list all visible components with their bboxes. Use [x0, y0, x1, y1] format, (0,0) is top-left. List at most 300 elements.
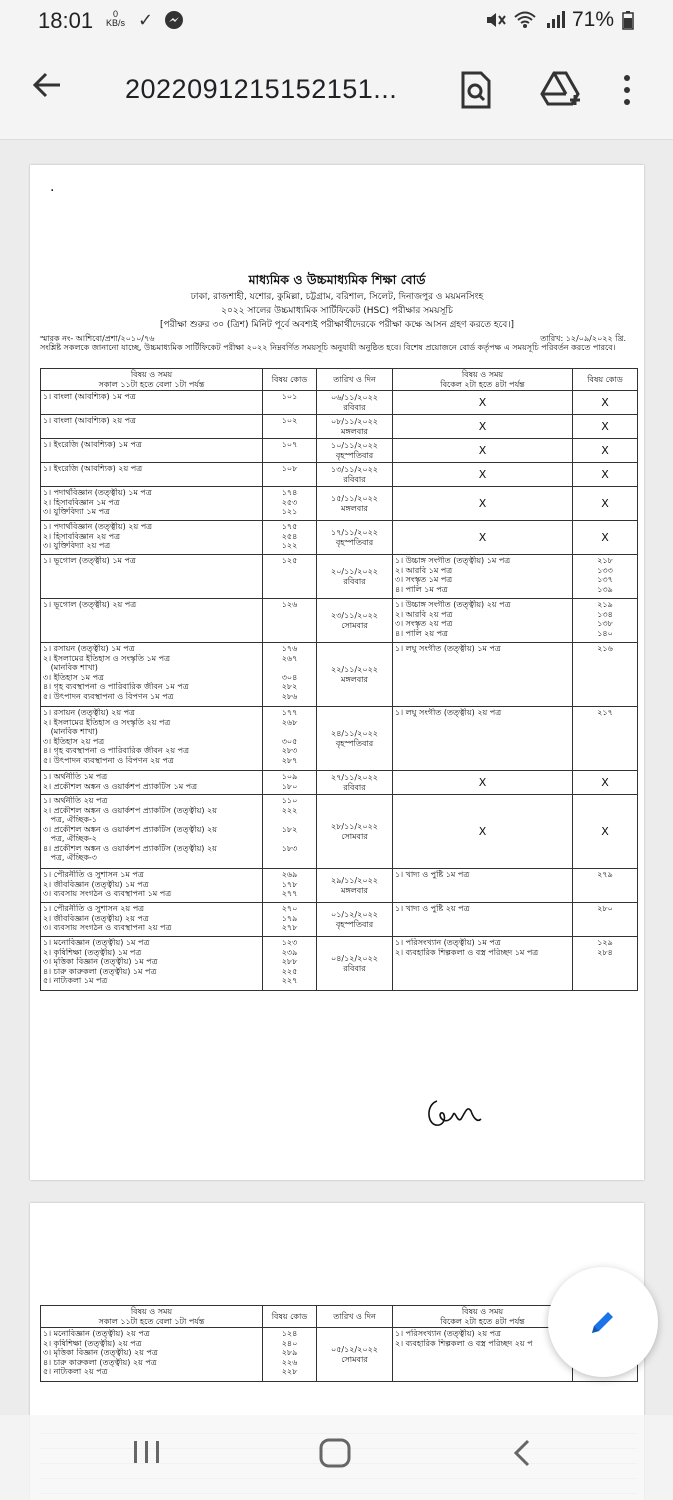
subject-line: ৪। প্রকৌশল অঙ্কন ও ওয়ার্কশপ প্র্যাকটিস (তত্ত্বীয়) ২য় [43, 843, 217, 853]
subject-line: ৪। পালি ২য় পত্র [395, 628, 448, 638]
exam-date: ২৩/১১/২০২২ [331, 611, 378, 620]
morning-subjects [41, 771, 263, 795]
subject-code: ২৭৮ [281, 923, 298, 932]
no-afternoon-exam-mark: X [393, 771, 573, 795]
no-afternoon-code-mark: X [573, 771, 638, 795]
subject-line: ১। বাংলা (আবশ্যিক) ১ম পত্র [43, 392, 136, 401]
subject-line: ৪। পালি ১ম পত্র [395, 584, 448, 594]
exam-date: ১০/১১/২০২২ [331, 441, 378, 450]
afternoon-subjects [393, 599, 573, 643]
header-date-day: তারিখ ও দিন [317, 1306, 393, 1328]
no-afternoon-code-mark: X [573, 415, 638, 439]
subject-line: ১। অর্থনীতি ২য় পত্র [43, 796, 108, 805]
morning-subjects [41, 707, 263, 771]
morning-subjects [41, 869, 263, 903]
recent-apps-icon[interactable] [130, 1437, 164, 1475]
exam-day: সোমবার [341, 1354, 368, 1364]
subject-code: ১৪০ [597, 628, 613, 638]
subject-line: ৩। প্রকৌশল অঙ্কন ও ওয়ার্কশপ প্র্যাকটিস (তত্ত্বীয়) ২য় [43, 824, 217, 834]
exam-date: ১৩/১১/২০২২ [331, 465, 378, 474]
no-afternoon-exam-mark: X [393, 463, 573, 487]
afternoon-subjects [393, 555, 573, 599]
morning-codes [263, 795, 317, 869]
morning-subjects [41, 521, 263, 555]
exam-date: ০৫/১২/২০২২ [331, 1345, 378, 1354]
table-row [41, 937, 638, 991]
subject-code [265, 727, 314, 737]
subject-line: ১। রসায়ন (তত্ত্বীয়) ২য় পত্র [43, 708, 135, 717]
subject-line: ১। ভূগোল (তত্ত্বীয়) ২য় পত্র [43, 600, 137, 609]
more-vert-icon[interactable] [620, 70, 660, 110]
subject-code: ১৭৮ [281, 879, 298, 889]
subject-code: ২৮৯ [281, 1348, 298, 1357]
afternoon-codes [573, 869, 638, 903]
subject-code: ২২৫ [281, 966, 298, 976]
subject-line: ৫। উৎপাদন ব্যবস্থাপনা ও বিপণন ২য় পত্র [43, 755, 174, 765]
subject-code: ১৮২ [281, 824, 298, 834]
no-afternoon-exam-mark: X [393, 521, 573, 555]
subject-code: ২৫৪ [281, 531, 298, 541]
exam-date-cell [317, 1328, 393, 1382]
table-row [41, 463, 638, 487]
subject-line: ৩। যুক্তিবিদ্যা ২য় পত্র [43, 541, 111, 550]
afternoon-codes [573, 937, 638, 991]
subject-code: ১২২ [281, 541, 298, 550]
no-afternoon-exam-mark: X [393, 439, 573, 463]
subject-line: ১। পদার্থবিজ্ঞান (তত্ত্বীয়) ২য় পত্র [43, 522, 153, 531]
exam-date: ২০/১১/২০২২ [331, 567, 378, 576]
subject-code: ২২৭ [281, 976, 298, 985]
exam-date-cell [317, 643, 393, 707]
subject-code: ১৮৩ [281, 843, 298, 853]
subject-code: ১২৪ [281, 1329, 298, 1338]
net-speed-unit: KB/s [106, 18, 126, 28]
morning-codes [263, 771, 317, 795]
subject-code: ২১৮ [597, 556, 613, 565]
table-row [41, 439, 638, 463]
exam-date-cell [317, 795, 393, 869]
morning-subjects [41, 795, 263, 869]
afternoon-codes [573, 555, 638, 599]
subject-code: ২৬৯ [281, 870, 298, 879]
morning-codes [263, 903, 317, 937]
back-arrow-icon[interactable] [30, 68, 70, 112]
status-time: 18:01 [38, 8, 94, 33]
morning-codes [263, 869, 317, 903]
header-morning-session: বিষয় ও সময় সকাল ১১টা হতে বেলা ১টা পর্যন্ত [41, 369, 263, 391]
no-afternoon-exam-mark: X [393, 415, 573, 439]
table-row [41, 415, 638, 439]
exam-date: ২৯/১১/২০২২ [331, 876, 378, 885]
subject-line: ১। অর্থনীতি ১ম পত্র [43, 772, 108, 781]
subject-code: ২৩৯ [281, 947, 298, 957]
subject-code: ১২৯ [597, 938, 613, 947]
subject-code: ২৫৩ [281, 497, 298, 507]
subject-line: ২। কৃষিশিক্ষা (তত্ত্বীয়) ২য় পত্র [43, 1338, 142, 1348]
net-speed [106, 10, 125, 28]
subject-line: ২। জীববিজ্ঞান (তত্ত্বীয়) ১ম পত্র [43, 879, 149, 889]
subject-line: ১। উচ্চাঙ্গ সংগীত (তত্ত্বীয়) ২য় পত্র [395, 600, 511, 609]
subject-line: ৩। সংস্কৃত ২য় পত্র [395, 619, 453, 628]
subject-code: ১০২ [281, 416, 298, 425]
exam-date-cell [317, 521, 393, 555]
exam-day: সোমবার [341, 620, 368, 630]
subject-line: (মানবিক শাখা) [43, 727, 98, 736]
exam-date: ২৭/১১/২০২২ [331, 773, 378, 782]
subject-code: ১৩৪ [597, 609, 613, 619]
exam-day: মঙ্গলবার [341, 885, 368, 895]
header-subject-code-2: বিষয় কোড [573, 369, 638, 391]
afternoon-subjects [393, 707, 573, 771]
morning-codes [263, 599, 317, 643]
subject-line: ২। হিসাববিজ্ঞান ২য় পত্র [43, 531, 120, 541]
subject-code: ৩০৪ [281, 672, 298, 682]
intro-text: সংশ্লিষ্ট সকলকে জানানো যাচ্ছে, উচ্চমাধ্যমিক সার্টিফিকেট পরীক্ষা ২০২২ নিম্নবর্ণিত সময়সূচি অনুযায়ী অনুষ্ঠিত হবে। বিশেষ প্রয়োজনে বোর্ড কর্তৃপক্ষ এ সময়সূচি পরিবর্তন করতে পারবে। [40, 343, 616, 352]
exam-day: বৃহস্পতিবার [335, 919, 374, 929]
subject-code [265, 853, 314, 863]
subject-line: ৩। সংস্কৃত ১ম পত্র [395, 575, 453, 584]
subject-line: ১। খাদ্য ও পুষ্টি ১ম পত্র [395, 870, 470, 879]
subject-code: ১০৯ [281, 772, 298, 781]
no-afternoon-code-mark: X [573, 439, 638, 463]
morning-codes [263, 1328, 317, 1382]
nav-back-icon[interactable] [510, 1437, 534, 1477]
exam-date-cell [317, 869, 393, 903]
messenger-icon [164, 10, 184, 35]
subject-code: ১০১ [281, 392, 298, 401]
subject-code: ১৭৯ [281, 913, 298, 923]
subject-line: ১। রসায়ন (তত্ত্বীয়) ১ম পত্র [43, 644, 135, 653]
subject-code: ২৭৯ [597, 870, 613, 879]
morning-codes [263, 439, 317, 463]
subject-code: ১৭৪ [281, 488, 298, 497]
edit-fab-button[interactable] [548, 1267, 658, 1377]
system-nav-bar [0, 1415, 673, 1500]
subject-code: ১৩৮ [597, 619, 613, 628]
subject-code: ২৮৩ [281, 746, 298, 755]
subject-line: ৩। মৃত্তিকা বিজ্ঞান (তত্ত্বীয়) ১ম পত্র [43, 957, 158, 966]
no-afternoon-code-mark: X [573, 487, 638, 521]
exam-day: রবিবার [343, 963, 366, 973]
table-row [41, 487, 638, 521]
subject-code: ২২৬ [281, 1357, 298, 1367]
subject-code: ২৮৮ [281, 957, 298, 966]
subject-line: ১। বাংলা (আবশ্যিক) ২য় পত্র [43, 416, 136, 425]
exam-day: বৃহস্পতিবার [335, 450, 374, 460]
subject-line: ১। উচ্চাঙ্গ সংগীত (তত্ত্বীয়) ১ম পত্র [395, 556, 511, 565]
subject-code: ১৭৬ [281, 644, 298, 653]
header-afternoon-session: বিষয় ও সময় বিকেল ২টা হতে ৪টা পর্যন্ত [393, 1306, 573, 1328]
exam-title: ২০২২ সালের উচ্চমাধ্যমিক সার্টিফিকেট (HSC) পরীক্ষার সময়সূচি [221, 306, 453, 316]
exam-day: রবিবার [343, 402, 366, 412]
morning-subjects [41, 487, 263, 521]
document-page-1 [30, 165, 644, 1180]
afternoon-codes [573, 903, 638, 937]
morning-subjects [41, 903, 263, 937]
no-afternoon-exam-mark: X [393, 795, 573, 869]
subject-code: ২২৮ [281, 1367, 298, 1376]
exam-date-cell [317, 771, 393, 795]
afternoon-codes [573, 707, 638, 771]
subject-line: ২। জীববিজ্ঞান (তত্ত্বীয়) ২য় পত্র [43, 913, 149, 923]
morning-codes [263, 463, 317, 487]
exam-day: সোমবার [341, 831, 368, 841]
exam-schedule-table [40, 368, 638, 991]
table-row [41, 555, 638, 599]
subject-code: ২৮০ [597, 904, 613, 913]
subject-code [265, 834, 314, 844]
subject-line: ২। প্রকৌশল অঙ্কন ও ওয়ার্কশপ প্র্যাকটিস ১ম পত্র [43, 781, 197, 791]
exam-date-cell [317, 555, 393, 599]
subject-line: ১। মনোবিজ্ঞান (তত্ত্বীয়) ২য় পত্র [43, 1329, 150, 1338]
subject-code: ১২৬ [281, 600, 298, 609]
table-row [41, 521, 638, 555]
subject-code: ১০৮ [281, 464, 298, 473]
no-afternoon-code-mark: X [573, 521, 638, 555]
add-to-drive-icon[interactable] [540, 70, 580, 110]
wifi-icon [513, 10, 537, 35]
morning-subjects [41, 937, 263, 991]
subject-code: ২৮২ [281, 682, 298, 691]
table-row [41, 795, 638, 869]
subject-line: ২। আরবি ২য় পত্র [395, 609, 453, 619]
home-icon[interactable] [318, 1437, 352, 1477]
exam-day: মঙ্গলবার [341, 503, 368, 513]
no-afternoon-exam-mark: X [393, 487, 573, 521]
search-document-icon[interactable] [457, 70, 497, 110]
exam-day: রবিবার [343, 782, 366, 792]
subject-line: ৩। ব্যবসায় সংগঠন ও ব্যবস্থাপনা ২য় পত্র [43, 923, 172, 932]
subject-line: ৩। যুক্তিবিদ্যা ১ম পত্র [43, 507, 110, 516]
afternoon-subjects [393, 643, 573, 707]
subject-code: ২৭৭ [281, 889, 298, 898]
subject-line: ১। ভূগোল (তত্ত্বীয়) ১ম পত্র [43, 556, 136, 565]
subject-code: ১২৩ [281, 938, 298, 947]
signature [423, 1093, 483, 1133]
exam-date-cell [317, 707, 393, 771]
subject-code: ২৮৬ [281, 691, 298, 701]
subject-code: ২৪০ [281, 1338, 298, 1348]
exam-day: মঙ্গলবার [341, 426, 368, 436]
exam-date: ১৫/১১/২০২২ [331, 494, 378, 503]
exam-date: ০৮/১১/২০২২ [331, 417, 378, 426]
subject-code [265, 663, 314, 673]
check-icon: ✓ [138, 10, 154, 31]
subject-line: ৫। নাট্যকলা ১ম পত্র [43, 976, 108, 985]
board-title: মাধ্যমিক ও উচ্চমাধ্যমিক শিক্ষা বোর্ড [248, 272, 426, 287]
subject-line: ৪। চারু কারুকলা (তত্ত্বীয়) ২য় পত্র [43, 1357, 157, 1367]
subject-line: ১। লঘু সংগীত (তত্ত্বীয়) ১ম পত্র [395, 644, 501, 653]
header-subject-code: বিষয় কোড [263, 1306, 317, 1328]
exam-day: বৃহস্পতিবার [335, 738, 374, 748]
no-afternoon-exam-mark: X [393, 391, 573, 415]
exam-date-cell [317, 439, 393, 463]
signal-icon [545, 10, 567, 35]
exam-date: ২৮/১১/২০২২ [331, 822, 378, 831]
subject-code: ২৬৮ [281, 717, 298, 727]
morning-subjects [41, 415, 263, 439]
table-row [41, 707, 638, 771]
subject-line: ৫। নাট্যকলা ২য় পত্র [43, 1367, 108, 1376]
exam-date: ০১/১২/২০২২ [331, 910, 378, 919]
morning-codes [263, 937, 317, 991]
exam-date-cell [317, 463, 393, 487]
no-afternoon-code-mark: X [573, 391, 638, 415]
morning-subjects [41, 439, 263, 463]
subject-line: ৩। মৃত্তিকা বিজ্ঞান (তত্ত্বীয়) ২য় পত্র [43, 1348, 158, 1357]
subject-line: ৪। গৃহ ব্যবস্থাপনা ও পারিবারিক জীবন ১ম পত্র [43, 682, 189, 691]
exam-date-cell [317, 599, 393, 643]
subject-code: ১৭৫ [281, 522, 298, 531]
table-row [41, 771, 638, 795]
subject-line: ৫। উৎপাদন ব্যবস্থাপনা ও বিপণন ১ম পত্র [43, 691, 174, 701]
subject-line: ৪। চারু কারুকলা (তত্ত্বীয়) ১ম পত্র [43, 966, 157, 976]
exam-date: ১৭/১১/২০২২ [331, 528, 378, 537]
subject-code: ২১৭ [597, 708, 613, 717]
subject-line: ১। পদার্থবিজ্ঞান (তত্ত্বীয়) ১ম পত্র [43, 488, 152, 497]
table-row [41, 903, 638, 937]
subject-code: ১৭৭ [281, 708, 298, 717]
table-row [41, 869, 638, 903]
subject-code: ২২২ [281, 805, 298, 815]
exam-date: ০৪/১২/২০২২ [331, 954, 378, 963]
subject-line: ১। লঘু সংগীত (তত্ত্বীয়) ২য় পত্র [395, 708, 502, 717]
subject-line: পত্র, ঐচ্ছিক-২ [43, 834, 97, 843]
table-row [41, 1328, 638, 1382]
file-title: 2022091215152151... [125, 74, 398, 104]
subject-code: ১২১ [281, 507, 298, 516]
no-afternoon-code-mark: X [573, 795, 638, 869]
subject-code: ১২৫ [281, 556, 298, 565]
table-row [41, 643, 638, 707]
subject-code: ২৬৭ [281, 653, 298, 663]
header-afternoon-session: বিষয় ও সময় বিকেল ২টা হতে ৪টা পর্যন্ত [393, 369, 573, 391]
net-speed-value: 0 [113, 9, 119, 19]
exam-date: ২৪/১১/২০২২ [331, 729, 378, 738]
morning-codes [263, 521, 317, 555]
afternoon-codes [573, 599, 638, 643]
morning-subjects [41, 391, 263, 415]
subject-line: ২। কৃষিশিক্ষা (তত্ত্বীয়) ১ম পত্র [43, 947, 142, 957]
subject-line: ১। পৌরনীতি ও সুশাসন ২য় পত্র [43, 904, 144, 913]
morning-subjects [41, 463, 263, 487]
no-afternoon-code-mark: X [573, 463, 638, 487]
subject-line: ১। পরিসংখ্যান (তত্ত্বীয়) ২য় পত্র [395, 1329, 501, 1338]
subject-line: ২। ব্যবহারিক শিল্পকলা ও বস্ত্র পরিচ্ছদ ১ম পত্র [395, 947, 539, 957]
exam-date: ২২/১১/২০২২ [331, 665, 378, 674]
subject-line: (মানবিক শাখা) [43, 663, 98, 672]
status-bar [0, 0, 673, 40]
app-bar [0, 40, 673, 140]
header-morning-session: বিষয় ও সময় সকাল ১১টা হতে বেলা ১টা পর্যন্ত [41, 1306, 263, 1328]
subject-code: ১৩৭ [597, 575, 613, 584]
morning-codes [263, 555, 317, 599]
subject-line: ৩। ইতিহাস ১ম পত্র [43, 672, 104, 682]
subject-code: ২১৬ [597, 644, 613, 653]
subject-line: পত্র, ঐচ্ছিক-১ [43, 815, 97, 824]
subject-line: ১। পৌরনীতি ও সুশাসন ১ম পত্র [43, 870, 144, 879]
subject-line: ১। মনোবিজ্ঞান (তত্ত্বীয়) ১ম পত্র [43, 938, 150, 947]
morning-codes [263, 487, 317, 521]
subject-code: ৩০৫ [281, 736, 298, 746]
afternoon-subjects [393, 903, 573, 937]
exam-date-cell [317, 903, 393, 937]
exam-date-cell [317, 415, 393, 439]
subject-line: ২। ব্যবহারিক শিল্পকলা ও বস্ত্র পরিচ্ছদ ২য় প [395, 1338, 533, 1348]
subject-line: পত্র, ঐচ্ছিক-৩ [43, 853, 97, 862]
mute-icon [485, 10, 507, 35]
subject-line: ৩। ব্যবসায় সংগঠন ও ব্যবস্থাপনা ১ম পত্র [43, 889, 172, 898]
subject-code: ১০৭ [281, 440, 298, 449]
exam-date-cell [317, 937, 393, 991]
afternoon-subjects [393, 937, 573, 991]
morning-subjects [41, 643, 263, 707]
subject-line: ২। ইসলামের ইতিহাস ও সংস্কৃতি ২য় পত্র [43, 717, 171, 727]
subject-line: ৪। গৃহ ব্যবস্থাপনা ও পারিবারিক জীবন ২য় পত্র [43, 746, 189, 755]
morning-subjects [41, 599, 263, 643]
exam-day: মঙ্গলবার [341, 674, 368, 684]
exam-day: রবিবার [343, 474, 366, 484]
subject-line: ২। প্রকৌশল অঙ্কন ও ওয়ার্কশপ প্র্যাকটিস (তত্ত্বীয়) ২য় [43, 805, 217, 815]
morning-codes [263, 415, 317, 439]
morning-codes [263, 643, 317, 707]
subject-code: ১১০ [281, 796, 298, 805]
morning-codes [263, 391, 317, 415]
memo-date: তারিখ: ১২/০৯/২০২২ খ্রি. [540, 334, 626, 343]
table-header-row [41, 369, 638, 391]
subject-code: ২১৯ [597, 600, 613, 609]
morning-codes [263, 707, 317, 771]
afternoon-codes [573, 643, 638, 707]
subject-line: ২। আরবি ১ম পত্র [395, 565, 453, 575]
subject-line: ১। ইংরেজি (আবশ্যিক) ১ম পত্র [43, 440, 142, 449]
page-speck: · [50, 183, 55, 199]
table-row [41, 599, 638, 643]
morning-subjects [41, 555, 263, 599]
subject-line: ১। ইংরেজি (আবশ্যিক) ২য় পত্র [43, 464, 143, 473]
subject-code: ২৭০ [281, 904, 298, 913]
battery-icon [622, 10, 634, 35]
exam-date-cell [317, 391, 393, 415]
subject-line: ১। খাদ্য ও পুষ্টি ২য় পত্র [395, 904, 470, 913]
subject-line: ২। ইসলামের ইতিহাস ও সংস্কৃতি ১ম পত্র [43, 653, 170, 663]
subject-line: ৩। ইতিহাস ২য় পত্র [43, 736, 105, 746]
header-subject-code: বিষয় কোড [263, 369, 317, 391]
exam-day: বৃহস্পতিবার [335, 537, 374, 547]
subject-code: ২৮৭ [281, 755, 298, 765]
pencil-icon [588, 1307, 618, 1337]
subject-line: ১। পরিসংখ্যান (তত্ত্বীয়) ১ম পত্র [395, 938, 501, 947]
afternoon-subjects [393, 1328, 573, 1382]
subject-code: ২৮৪ [597, 947, 613, 957]
memo-number: স্মারক নং- আশিবো/প্রশা/২০১০/৭৬ [40, 334, 155, 343]
exam-date: ০৬/১১/২০২২ [331, 393, 378, 402]
board-cities: ঢাকা, রাজশাহী, যশোর, কুমিল্লা, চট্টগ্রাম, বরিশাল, সিলেট, দিনাজপুর ও ময়মনসিংহ [190, 292, 484, 302]
morning-subjects [41, 1328, 263, 1382]
table-row [41, 391, 638, 415]
exam-date-cell [317, 487, 393, 521]
afternoon-subjects [393, 869, 573, 903]
battery-percent: 71% [572, 8, 615, 31]
subject-code: ১৩৯ [597, 584, 613, 594]
exam-notice: [পরীক্ষা শুরুর ৩০ (ত্রিশ) মিনিট পূর্বে অবশ্যই পরীক্ষার্থীদেরকে পরীক্ষা কক্ষে আসন গ্রহণ করতে হবে।] [160, 320, 514, 330]
subject-code: ১৩৩ [597, 565, 613, 575]
subject-code [265, 815, 314, 825]
header-date-day: তারিখ ও দিন [317, 369, 393, 391]
subject-code: ১৮০ [281, 781, 298, 791]
exam-day: রবিবার [343, 576, 366, 586]
subject-line: ২। হিসাববিজ্ঞান ১ম পত্র [43, 497, 120, 507]
